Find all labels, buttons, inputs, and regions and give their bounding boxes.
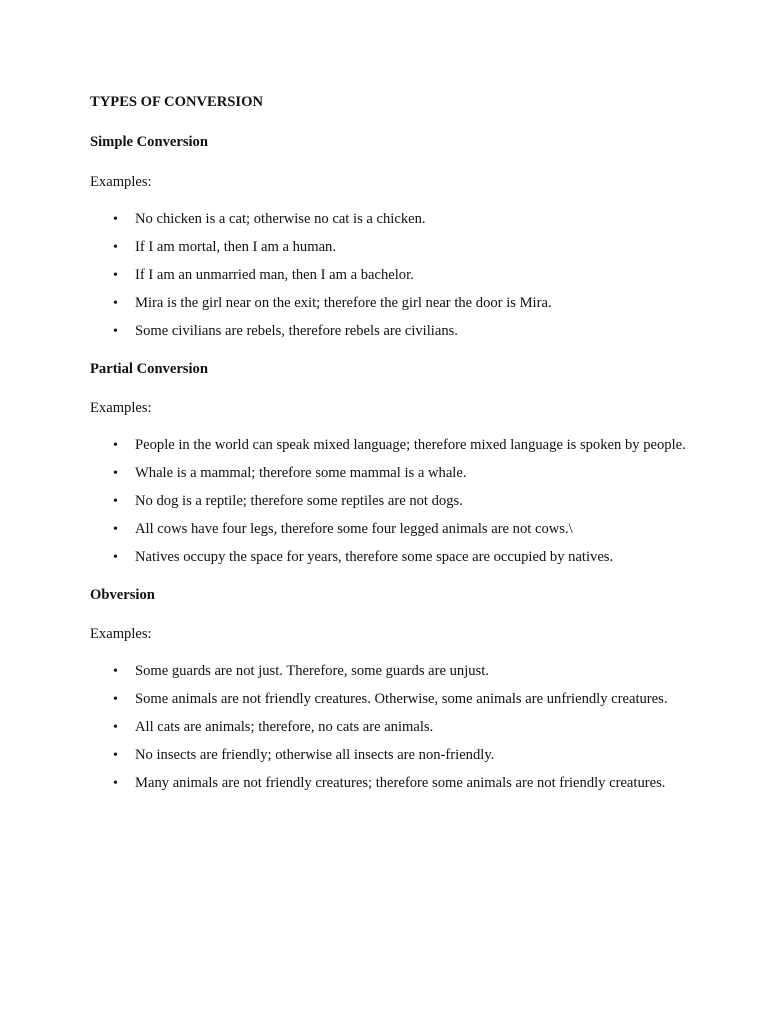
document-page [90, 92, 690, 798]
list-item-text: Some civilians are rebels, therefore rebels are civilians. [135, 323, 458, 339]
bullet-icon: • [113, 748, 118, 763]
bullet-icon: • [113, 494, 118, 509]
list-item-text: No dog is a reptile; therefore some reptiles are not dogs. [135, 493, 463, 509]
list-item-text: Many animals are not friendly creatures; therefore some animals are not friendly creatures. [135, 775, 666, 791]
list-item [90, 658, 690, 686]
document-title: TYPES OF CONVERSION [90, 94, 263, 110]
example-list-partial-conversion [90, 432, 690, 572]
list-item [90, 290, 690, 318]
list-item-text: If I am mortal, then I am a human. [135, 239, 336, 255]
example-list-obversion [90, 658, 690, 798]
bullet-icon: • [113, 550, 118, 565]
bullet-icon: • [113, 664, 118, 679]
example-list-simple-conversion [90, 206, 690, 346]
bullet-icon: • [113, 522, 118, 537]
list-item-text: No chicken is a cat; otherwise no cat is a chicken. [135, 211, 426, 227]
list-item-text: All cats are animals; therefore, no cats are animals. [135, 719, 434, 735]
bullet-icon: • [113, 692, 118, 707]
list-item-text: Whale is a mammal; therefore some mammal is a whale. [135, 465, 467, 481]
examples-label: Examples: [90, 400, 152, 416]
list-item-text: All cows have four legs, therefore some four legged animals are not cows.\ [135, 521, 573, 537]
list-item-text: No insects are friendly; otherwise all insects are non-friendly. [135, 747, 495, 763]
bullet-icon: • [113, 720, 118, 735]
list-item [90, 234, 690, 262]
section-heading-obversion: Obversion [90, 587, 155, 603]
list-item [90, 206, 690, 234]
bullet-icon: • [113, 466, 118, 481]
examples-label: Examples: [90, 174, 152, 190]
bullet-icon: • [113, 438, 118, 453]
examples-label: Examples: [90, 626, 152, 642]
bullet-icon: • [113, 296, 118, 311]
bullet-icon: • [113, 268, 118, 283]
bullet-icon: • [113, 212, 118, 227]
list-item-text: People in the world can speak mixed language; therefore mixed language is spoken by people. [135, 437, 686, 453]
list-item [90, 516, 690, 544]
list-item [90, 318, 690, 346]
list-item-text: If I am an unmarried man, then I am a bachelor. [135, 267, 414, 283]
list-item [90, 262, 690, 290]
section-heading-partial-conversion: Partial Conversion [90, 361, 208, 377]
list-item [90, 686, 690, 714]
list-item-text: Natives occupy the space for years, therefore some space are occupied by natives. [135, 549, 614, 565]
list-item-text: Some guards are not just. Therefore, some guards are unjust. [135, 663, 489, 679]
list-item-text: Some animals are not friendly creatures. Otherwise, some animals are unfriendly creatures. [135, 691, 668, 707]
list-item [90, 742, 690, 770]
list-item-text: Mira is the girl near on the exit; therefore the girl near the door is Mira. [135, 295, 552, 311]
bullet-icon: • [113, 240, 118, 255]
bullet-icon: • [113, 324, 118, 339]
list-item [90, 544, 690, 572]
section-heading-simple-conversion: Simple Conversion [90, 134, 208, 150]
list-item [90, 770, 690, 798]
bullet-icon: • [113, 776, 118, 791]
list-item [90, 460, 690, 488]
list-item [90, 488, 690, 516]
list-item [90, 714, 690, 742]
list-item [90, 432, 690, 460]
